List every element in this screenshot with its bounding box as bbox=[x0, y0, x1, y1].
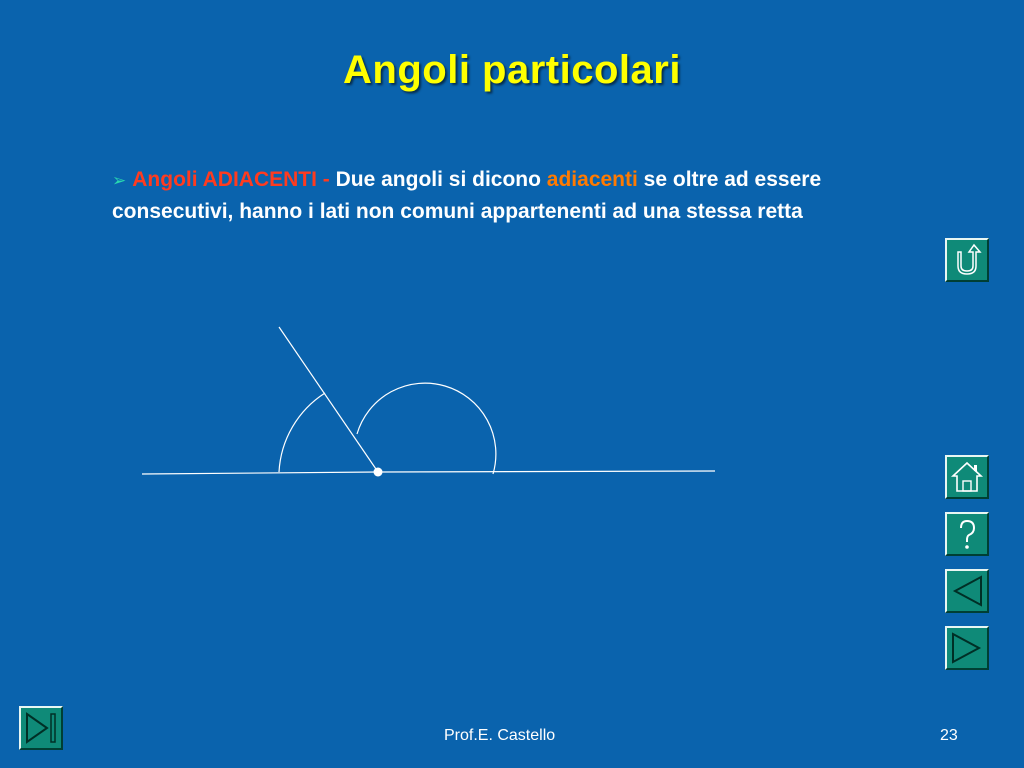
right-angle-arc bbox=[357, 383, 496, 474]
baseline-right bbox=[378, 471, 715, 472]
end-bar-icon bbox=[21, 708, 61, 748]
bullet-text-after: se oltre ad essere consecutivi, hanno i lati non comuni appartenenti ad una stessa retta bbox=[112, 168, 822, 223]
question-mark-icon bbox=[947, 514, 987, 554]
help-button[interactable] bbox=[945, 512, 989, 556]
return-u-turn-icon bbox=[947, 240, 987, 280]
previous-button[interactable] bbox=[945, 569, 989, 613]
common-side-ray bbox=[279, 327, 378, 472]
triangle-left-icon bbox=[947, 571, 987, 611]
page-number: 23 bbox=[940, 727, 958, 744]
footer-author: Prof.E. Castello bbox=[444, 727, 556, 744]
next-button[interactable] bbox=[945, 626, 989, 670]
bullet-label: Angoli ADIACENTI - bbox=[132, 168, 330, 191]
vertex-point bbox=[374, 468, 383, 477]
return-button[interactable] bbox=[945, 238, 989, 282]
bullet-text-before: Due angoli si dicono bbox=[329, 168, 547, 191]
bullet-highlight: adiacenti bbox=[546, 168, 638, 191]
bullet-arrow-icon: ➢ bbox=[112, 171, 127, 190]
home-button[interactable] bbox=[945, 455, 989, 499]
left-angle-arc bbox=[279, 393, 325, 472]
end-show-button[interactable] bbox=[19, 706, 63, 750]
slide-title: Angoli particolari bbox=[343, 48, 681, 92]
baseline-left bbox=[142, 472, 378, 474]
triangle-right-icon bbox=[947, 628, 987, 668]
home-icon bbox=[947, 457, 987, 497]
